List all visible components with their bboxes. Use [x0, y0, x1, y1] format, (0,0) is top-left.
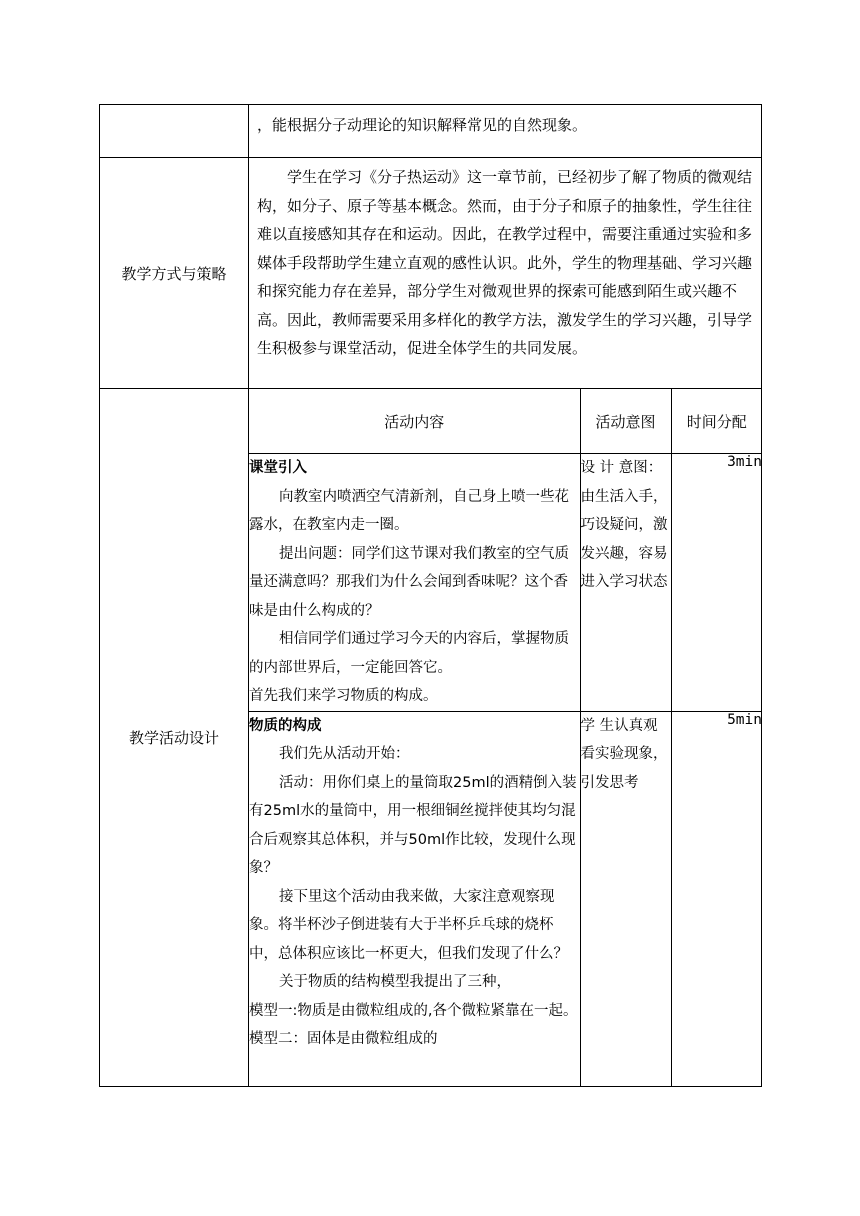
- header-activity-intent: 活动意图: [580, 389, 671, 454]
- activity-title: 物质的构成: [249, 717, 322, 734]
- strategy-label: 教学方式与策略: [100, 158, 249, 389]
- strategy-cell: [249, 158, 762, 389]
- activity-paragraph: 我们先从活动开始：: [279, 746, 410, 762]
- activity-paragraph: 向教室内喷洒空气清新剂，自己身上喷一些花露水，在教室内走一圈。: [249, 488, 569, 533]
- header-activity-content: 活动内容: [249, 389, 580, 454]
- activity-paragraph: 模型一:物质是由微粒组成的,各个微粒紧靠在一起。模型二：固体是由微粒组成的: [249, 1002, 578, 1047]
- lesson-plan-table: [99, 104, 762, 1087]
- activity-intent-structure: 学 生认真观看实验现象，引发思考: [580, 711, 671, 1086]
- objectives-row: [100, 105, 762, 158]
- activity-table-header: [249, 389, 762, 454]
- activity-design-label: 教学活动设计: [100, 389, 249, 1087]
- activity-time-structure: 5min: [671, 711, 762, 1086]
- activity-design-cell: [249, 389, 762, 1087]
- activity-paragraph: 活动：用你们桌上的量筒取25ml的酒精倒入装有25ml水的量筒中，用一根细铜丝搅拌使其均匀混合后观察其总体积，并与50ml作比较，发现什么现象？: [249, 774, 577, 876]
- header-time-allocation: 时间分配: [671, 389, 762, 454]
- strategy-text: 学生在学习《分子热运动》这一章节前，已经初步了解了物质的微观结构，如分子、原子等基本概念。然而，由于分子和原子的抽象性，学生往往难以直接感知其存在和运动。因此，在教学过程中，需要注重通过实验和多媒体手段帮助学生建立直观的感性认识。此外，学生的物理基础、学习兴趣和探究能力存在差异，部分学生对微观世界的探索可能感到陌生或兴趣不高。因此，教师需要采用多样化的教学方法，激发学生的学习兴趣，引导学生积极参与课堂活动，促进全体学生的共同发展。: [257, 168, 753, 357]
- activity-title: 课堂引入: [249, 460, 307, 476]
- activity-intent-intro: 设 计 意图：由生活入手，巧设疑问，激发兴趣，容易进入学习状态: [580, 454, 671, 712]
- objectives-text: ，能根据分子动理论的知识解释常见的自然现象。: [257, 116, 588, 134]
- activity-time-intro: 3min: [671, 454, 762, 712]
- activity-row-intro: [249, 454, 762, 712]
- activity-table: [249, 389, 762, 1086]
- activity-paragraph: 接下里这个活动由我来做，大家注意观察现象。将半杯沙子倒进装有大于半杯乒乓球的烧杯中，总体积应该比一杯更大，但我们发现了什么？: [249, 888, 568, 962]
- activity-design-row: [100, 389, 762, 1087]
- strategy-row: [100, 158, 762, 389]
- activity-row-structure: [249, 711, 762, 1086]
- activity-paragraph: 相信同学们通过学习今天的内容后，掌握物质的内部世界后，一定能回答它。: [249, 631, 569, 676]
- objectives-label: [100, 105, 249, 158]
- activity-content-structure: [249, 711, 580, 1086]
- activity-paragraph: 首先我们来学习物质的构成。: [249, 688, 438, 704]
- objectives-cell: [249, 105, 762, 158]
- activity-paragraph: 提出问题：同学们这节课对我们教室的空气质量还满意吗？那我们为什么会闻到香味呢？这个香味是由什么构成的？: [249, 545, 569, 619]
- activity-content-intro: [249, 454, 580, 712]
- activity-paragraph: 关于物质的结构模型我提出了三种，: [279, 974, 511, 990]
